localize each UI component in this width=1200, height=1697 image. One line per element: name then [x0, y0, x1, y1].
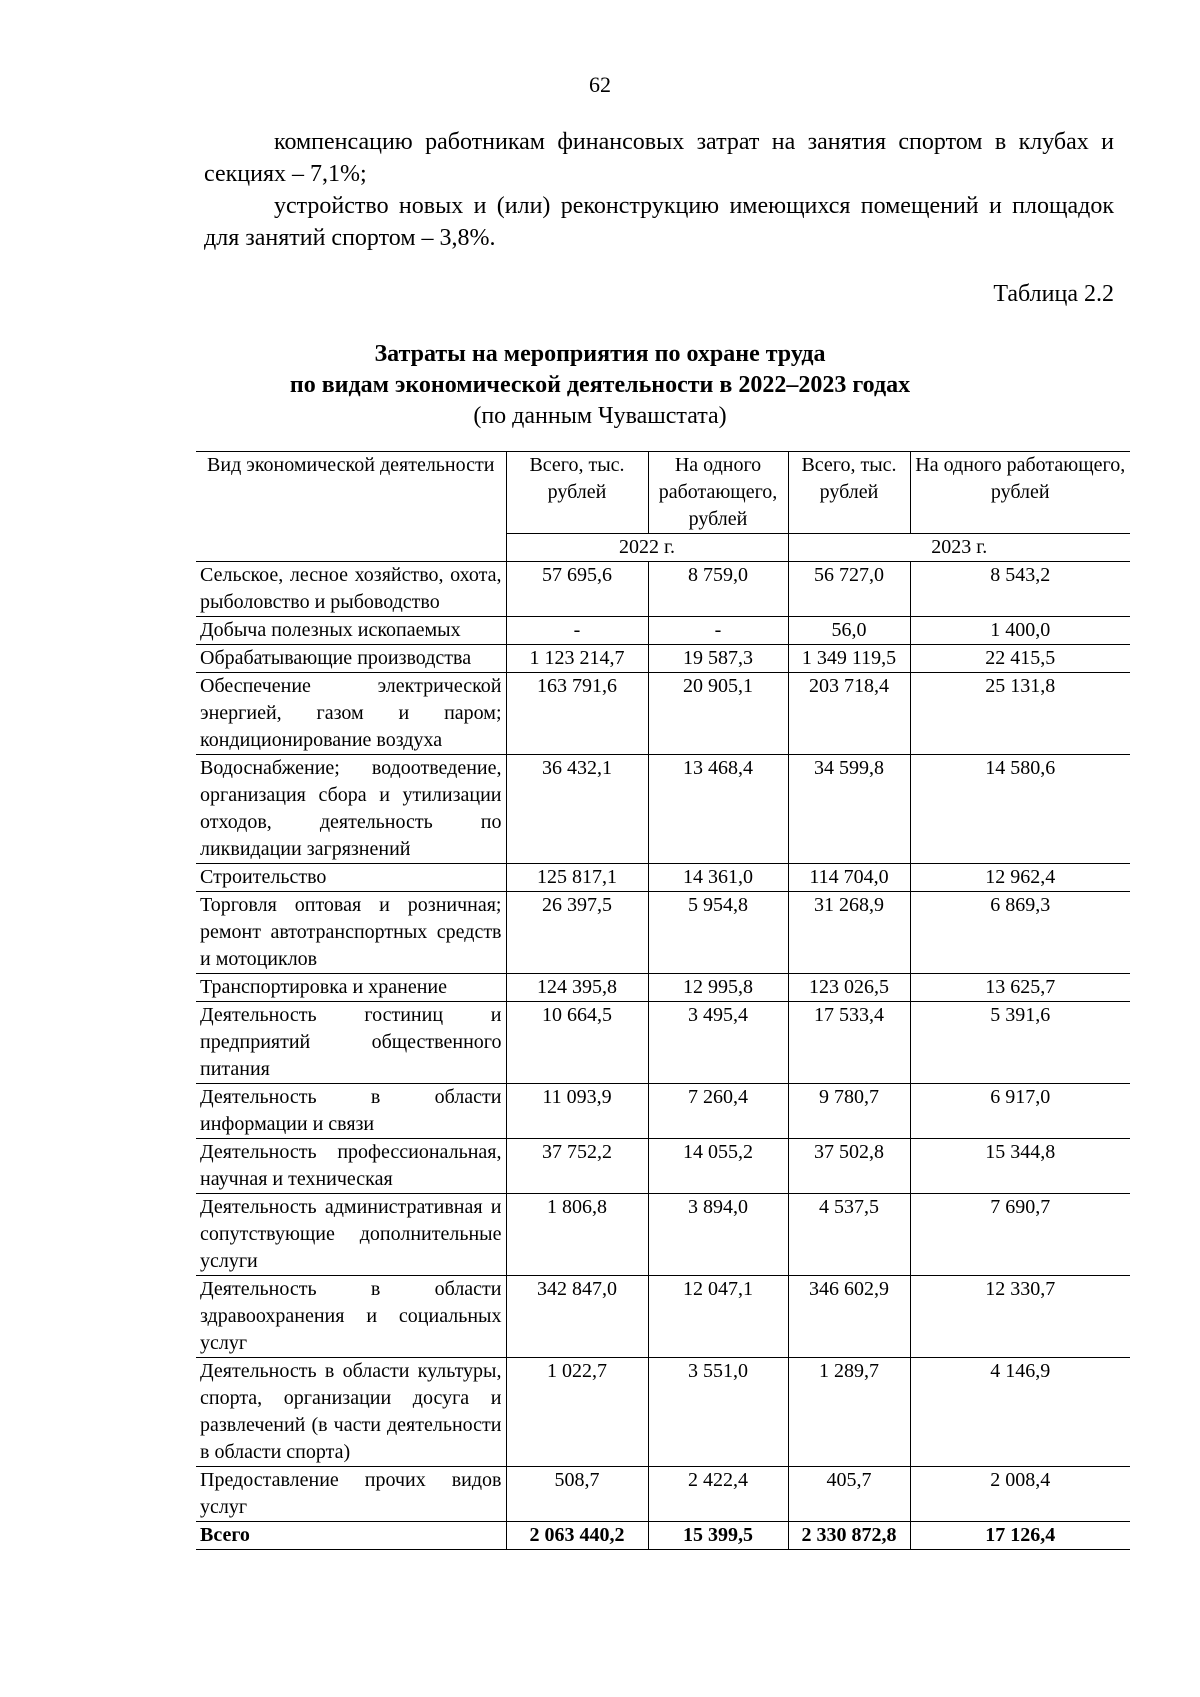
header-per-worker-2022: На одного работающего, рублей: [648, 452, 788, 534]
table-row: [196, 1276, 1130, 1358]
value-cell: 26 397,5: [506, 892, 648, 974]
table-row: [196, 1358, 1130, 1467]
value-cell: 25 131,8: [910, 673, 1130, 755]
value-cell: 13 625,7: [910, 974, 1130, 1002]
table-row: [196, 1002, 1130, 1084]
activity-cell: Деятельность профессиональная, научная и техническая: [196, 1139, 506, 1194]
table-row: [196, 1139, 1130, 1194]
caption-source: (по данным Чувашстата): [473, 403, 727, 429]
value-cell: 342 847,0: [506, 1276, 648, 1358]
value-cell: 1 806,8: [506, 1194, 648, 1276]
page-number: 62: [589, 72, 611, 97]
table-row: [196, 1194, 1130, 1276]
value-cell: 5 954,8: [648, 892, 788, 974]
table-row: [196, 892, 1130, 974]
table-row: [196, 673, 1130, 755]
value-cell: 405,7: [788, 1467, 910, 1522]
value-cell: 7 690,7: [910, 1194, 1130, 1276]
table-caption: [0, 339, 1200, 432]
header-per-worker-2023: На одного работающего, рублей: [910, 452, 1130, 534]
header-total-2022: Всего, тыс. рублей: [506, 452, 648, 534]
activity-cell: Транспортировка и хранение: [196, 974, 506, 1002]
paragraph: компенсацию работникам финансовых затрат на занятия спортом в клубах и секциях – 7,1%;: [204, 129, 1114, 187]
value-cell: 9 780,7: [788, 1084, 910, 1139]
header-year-2023: 2023 г.: [788, 534, 1130, 562]
value-cell: 56 727,0: [788, 562, 910, 617]
table-row: [196, 755, 1130, 864]
value-cell: 7 260,4: [648, 1084, 788, 1139]
value-cell: 1 123 214,7: [506, 645, 648, 673]
value-cell: 1 349 119,5: [788, 645, 910, 673]
activity-cell: Обрабатывающие производства: [196, 645, 506, 673]
table-row: [196, 1084, 1130, 1139]
value-cell: 14 361,0: [648, 864, 788, 892]
value-cell: 11 093,9: [506, 1084, 648, 1139]
paragraph: устройство новых и (или) реконструкцию имеющихся помещений и площадок для занятий спортом – 3,8%.: [204, 193, 1114, 251]
activity-cell: Торговля оптовая и розничная; ремонт автотранспортных средств и мотоциклов: [196, 892, 506, 974]
costs-table: [196, 451, 1130, 1550]
activity-cell: Строительство: [196, 864, 506, 892]
value-cell: 6 869,3: [910, 892, 1130, 974]
table-row: [196, 974, 1130, 1002]
total-row: [196, 1522, 1130, 1550]
caption-title: Затраты на мероприятия по охране труда: [374, 341, 826, 367]
value-cell: 37 752,2: [506, 1139, 648, 1194]
table-row: [196, 617, 1130, 645]
activity-cell: Обеспечение электрической энергией, газом и паром; кондиционирование воздуха: [196, 673, 506, 755]
value-cell: 163 791,6: [506, 673, 648, 755]
total-value: 17 126,4: [910, 1522, 1130, 1550]
value-cell: 1 022,7: [506, 1358, 648, 1467]
header-total-2023: Всего, тыс. рублей: [788, 452, 910, 534]
value-cell: 37 502,8: [788, 1139, 910, 1194]
value-cell: 2 422,4: [648, 1467, 788, 1522]
value-cell: 346 602,9: [788, 1276, 910, 1358]
value-cell: 3 495,4: [648, 1002, 788, 1084]
value-cell: 8 543,2: [910, 562, 1130, 617]
value-cell: 4 146,9: [910, 1358, 1130, 1467]
value-cell: 19 587,3: [648, 645, 788, 673]
table-row: [196, 864, 1130, 892]
header-year-2022: 2022 г.: [506, 534, 788, 562]
table-row: [196, 562, 1130, 617]
total-value: 2 330 872,8: [788, 1522, 910, 1550]
value-cell: 17 533,4: [788, 1002, 910, 1084]
activity-cell: Деятельность гостиниц и предприятий общественного питания: [196, 1002, 506, 1084]
table-row: [196, 1467, 1130, 1522]
activity-cell: Деятельность в области культуры, спорта, организации досуга и развлечений (в части деятельности в области спорта): [196, 1358, 506, 1467]
value-cell: 114 704,0: [788, 864, 910, 892]
value-cell: 123 026,5: [788, 974, 910, 1002]
value-cell: 203 718,4: [788, 673, 910, 755]
value-cell: 3 894,0: [648, 1194, 788, 1276]
value-cell: 2 008,4: [910, 1467, 1130, 1522]
activity-cell: Сельское, лесное хозяйство, охота, рыболовство и рыбоводство: [196, 562, 506, 617]
activity-cell: Предоставление прочих видов услуг: [196, 1467, 506, 1522]
value-cell: 20 905,1: [648, 673, 788, 755]
table-label: Таблица 2.2: [993, 281, 1114, 307]
value-cell: 8 759,0: [648, 562, 788, 617]
value-cell: 36 432,1: [506, 755, 648, 864]
value-cell: 5 391,6: [910, 1002, 1130, 1084]
activity-cell: Деятельность административная и сопутствующие дополнительные услуги: [196, 1194, 506, 1276]
value-cell: 1 289,7: [788, 1358, 910, 1467]
header-activity: Вид экономической деятельности: [196, 452, 506, 562]
value-cell: 57 695,6: [506, 562, 648, 617]
value-cell: 125 817,1: [506, 864, 648, 892]
total-label: Всего: [196, 1522, 506, 1550]
value-cell: 6 917,0: [910, 1084, 1130, 1139]
value-cell: 4 537,5: [788, 1194, 910, 1276]
total-value: 15 399,5: [648, 1522, 788, 1550]
value-cell: -: [506, 617, 648, 645]
value-cell: 3 551,0: [648, 1358, 788, 1467]
activity-cell: Водоснабжение; водоотведение, организация сбора и утилизации отходов, деятельность по ликвидации загрязнений: [196, 755, 506, 864]
value-cell: 12 995,8: [648, 974, 788, 1002]
value-cell: 14 055,2: [648, 1139, 788, 1194]
table-row: [196, 645, 1130, 673]
activity-cell: Деятельность в области здравоохранения и социальных услуг: [196, 1276, 506, 1358]
value-cell: 124 395,8: [506, 974, 648, 1002]
value-cell: 15 344,8: [910, 1139, 1130, 1194]
value-cell: 34 599,8: [788, 755, 910, 864]
value-cell: 1 400,0: [910, 617, 1130, 645]
activity-cell: Деятельность в области информации и связи: [196, 1084, 506, 1139]
value-cell: 13 468,4: [648, 755, 788, 864]
value-cell: -: [648, 617, 788, 645]
value-cell: 31 268,9: [788, 892, 910, 974]
table-body: [196, 562, 1130, 1550]
value-cell: 14 580,6: [910, 755, 1130, 864]
caption-subtitle: по видам экономической деятельности в 2022–2023 годах: [289, 372, 911, 398]
value-cell: 10 664,5: [506, 1002, 648, 1084]
total-value: 2 063 440,2: [506, 1522, 648, 1550]
value-cell: 508,7: [506, 1467, 648, 1522]
value-cell: 12 330,7: [910, 1276, 1130, 1358]
value-cell: 56,0: [788, 617, 910, 645]
value-cell: 12 962,4: [910, 864, 1130, 892]
body-text: [204, 126, 1114, 254]
value-cell: 12 047,1: [648, 1276, 788, 1358]
activity-cell: Добыча полезных ископаемых: [196, 617, 506, 645]
value-cell: 22 415,5: [910, 645, 1130, 673]
